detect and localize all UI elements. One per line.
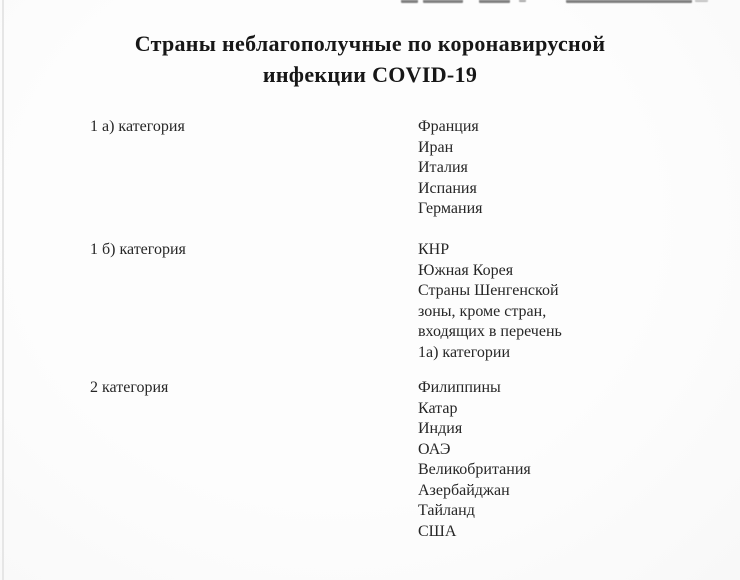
cropped-text-fragment bbox=[479, 0, 510, 3]
country-item: Страны Шенгенской bbox=[418, 282, 559, 299]
category-label: 1 б) категория bbox=[90, 241, 186, 258]
cropped-text-fragment bbox=[695, 0, 708, 2]
country-item: США bbox=[418, 522, 457, 540]
country-list bbox=[418, 240, 562, 363]
country-item: Германия bbox=[418, 200, 483, 217]
title-line-1: Страны неблагополучные по коронавирусной bbox=[134, 31, 606, 56]
cropped-text-fragment bbox=[423, 0, 463, 3]
country-item: 1а) категории bbox=[418, 343, 511, 361]
country-item: зоны, кроме стран, bbox=[418, 302, 547, 320]
country-item: Испания bbox=[418, 179, 477, 197]
country-item: Азербайджан bbox=[418, 481, 510, 499]
country-item: Южная Корея bbox=[418, 261, 514, 279]
cropped-text-fragment bbox=[519, 0, 526, 2]
category-label: 2 категория bbox=[90, 379, 169, 396]
cropped-text-fragment bbox=[401, 0, 418, 3]
country-item: ОАЭ bbox=[418, 440, 451, 458]
country-item: Филиппины bbox=[418, 379, 501, 396]
country-list bbox=[418, 378, 531, 542]
country-item: входящих в перечень bbox=[418, 323, 562, 340]
category-label: 1 а) категория bbox=[90, 118, 185, 135]
country-item: Франция bbox=[418, 118, 479, 135]
title-line-2: инфекции COVID-19 bbox=[262, 62, 478, 87]
country-item: КНР bbox=[418, 241, 450, 258]
cropped-text-fragment bbox=[566, 0, 692, 3]
country-list bbox=[418, 117, 483, 220]
country-item: Иран bbox=[418, 138, 454, 156]
document-title bbox=[0, 28, 740, 90]
country-item: Великобритания bbox=[418, 461, 531, 478]
country-item: Тайланд bbox=[418, 502, 475, 519]
country-item: Катар bbox=[418, 399, 458, 417]
country-item: Италия bbox=[418, 159, 468, 176]
country-item: Индия bbox=[418, 420, 463, 437]
